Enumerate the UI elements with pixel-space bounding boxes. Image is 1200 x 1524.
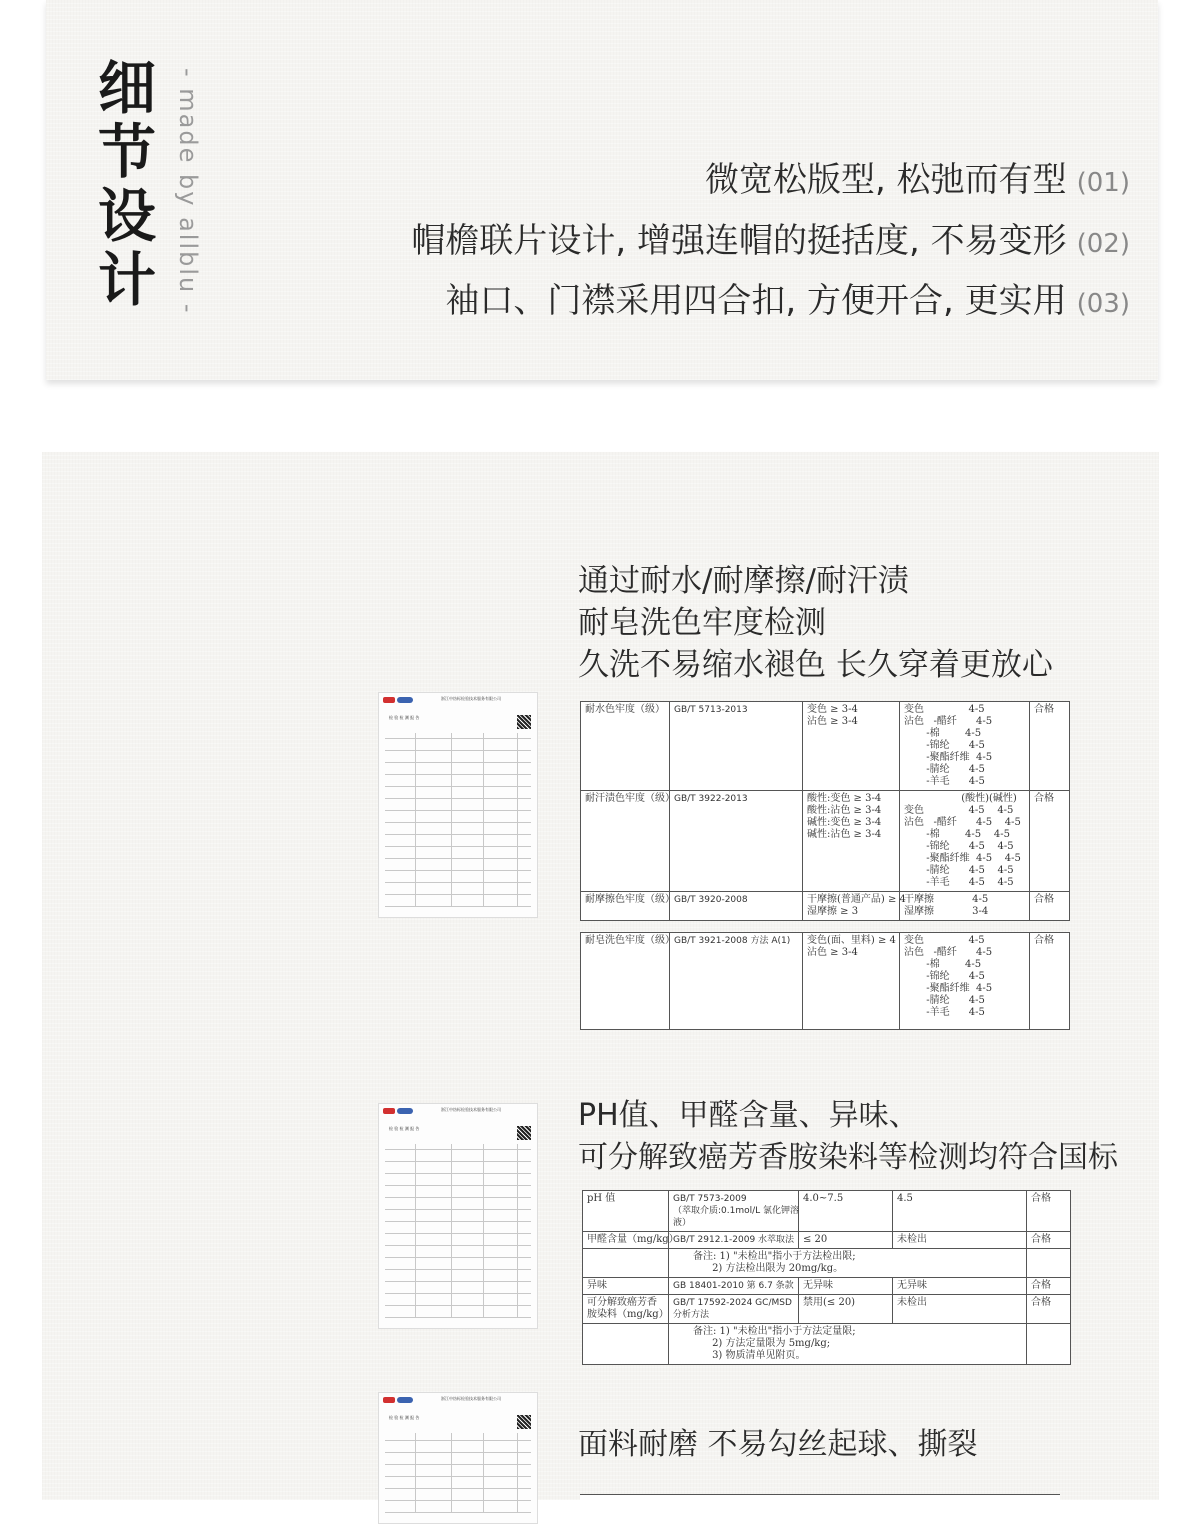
test-item: 异味 xyxy=(583,1278,669,1295)
test-item: 甲醛含量（mg/kg） xyxy=(583,1232,669,1249)
title-char: 计 xyxy=(97,246,156,314)
table-row xyxy=(583,1249,1071,1278)
test-report-thumbnail xyxy=(378,1103,538,1329)
table-row xyxy=(581,892,1070,921)
fastness-table xyxy=(580,701,1070,921)
heading-line: PH值、甲醛含量、异味、 xyxy=(578,1098,919,1133)
made-by-subtitle: - made by allblu - xyxy=(174,68,202,315)
test-verdict: 合格 xyxy=(1030,702,1070,791)
test-report-thumbnail xyxy=(378,692,538,918)
report-company: 浙江中纺标检验技术服务有限公司 xyxy=(441,696,501,701)
cma-logo-icon xyxy=(383,1397,395,1403)
test-report-thumbnail xyxy=(378,1392,538,1524)
report-title: 检 验 检 测 报 告 xyxy=(389,1126,420,1131)
qr-code-icon xyxy=(517,1126,531,1140)
safety-heading xyxy=(578,1095,1118,1179)
test-result: 变色 4-5 沾色 -醋纤 4-5 -棉 4-5 -锦纶 4-5 -聚酯纤维 4-5 -腈纶 4-5 -羊毛 4-5 xyxy=(900,702,1030,791)
report-table-lines xyxy=(385,733,531,907)
fastness-heading xyxy=(578,560,1053,686)
report-table-lines xyxy=(385,1433,531,1513)
heading-line: 通过耐水/耐摩擦/耐汗渍 xyxy=(578,563,909,599)
safety-table xyxy=(582,1190,1071,1365)
table-row xyxy=(583,1324,1071,1365)
section-title-detail-design xyxy=(96,56,158,312)
table-note: 备注: 1) "未检出"指小于方法定量限; 2) 方法定量限为 5mg/kg; 3) 物质清单见附页。 xyxy=(669,1324,1027,1365)
cma-logo-icon xyxy=(383,1108,395,1114)
heading-line: 可分解致癌芳香胺染料等检测均符合国标 xyxy=(578,1140,1118,1175)
feature-number: (03) xyxy=(1076,289,1130,319)
table-row xyxy=(583,1232,1071,1249)
test-verdict xyxy=(1027,1324,1071,1365)
test-standard: GB/T 2912.1-2009 水萃取法 xyxy=(669,1232,799,1249)
test-requirement: 4.0~7.5 xyxy=(799,1191,893,1232)
cma-logo-icon xyxy=(383,697,395,703)
test-result: 未检出 xyxy=(893,1232,1027,1249)
table-row xyxy=(583,1191,1071,1232)
test-item: 耐皂洗色牢度（级） xyxy=(581,933,670,1030)
report-company: 浙江中纺标检验技术服务有限公司 xyxy=(441,1396,501,1401)
abrasion-heading xyxy=(578,1424,978,1466)
test-verdict: 合格 xyxy=(1027,1295,1071,1324)
test-requirement: 酸性:变色 ≥ 3-4 酸性:沾色 ≥ 3-4 碱性:变色 ≥ 3-4 碱性:沾色 ≥ 3-4 xyxy=(803,791,900,892)
test-item: 可分解致癌芳香胺染料（mg/kg） xyxy=(583,1295,669,1324)
table-row xyxy=(583,1278,1071,1295)
title-char: 节 xyxy=(97,118,156,186)
test-item: 耐汗渍色牢度（级） xyxy=(581,791,670,892)
table-note: 备注: 1) "未检出"指小于方法检出限; 2) 方法检出限为 20mg/kg。 xyxy=(669,1249,1027,1278)
test-requirement: 无异味 xyxy=(799,1278,893,1295)
report-table-lines xyxy=(385,1144,531,1318)
heading-line: 久洗不易缩水褪色 长久穿着更放心 xyxy=(578,647,1053,683)
test-verdict: 合格 xyxy=(1027,1278,1071,1295)
test-result: (酸性)(碱性) 变色 4-5 4-5 沾色 -醋纤 4-5 4-5 -棉 4-5 4-5 -锦纶 4-5 4-5 -聚酯纤维 4-5 4-5 -腈纶 4-5 4-5 -羊毛 4-5 4-5 xyxy=(900,791,1030,892)
qr-code-icon xyxy=(517,1415,531,1429)
title-char: 细 xyxy=(97,54,156,122)
feature-number: (02) xyxy=(1076,229,1130,259)
test-standard: GB/T 3920-2008 xyxy=(670,892,803,921)
test-verdict: 合格 xyxy=(1030,933,1070,1030)
test-result: 干摩擦 4-5 湿摩擦 3-4 xyxy=(900,892,1030,921)
test-item: 耐水色牢度（级） xyxy=(581,702,670,791)
feature-02 xyxy=(411,213,1130,262)
soap-fastness-table xyxy=(580,932,1070,1030)
title-char: 设 xyxy=(97,182,156,250)
test-verdict: 合格 xyxy=(1027,1191,1071,1232)
feature-03 xyxy=(445,273,1130,322)
qr-code-icon xyxy=(517,715,531,729)
test-requirement: 干摩擦(普通产品) ≥ 4 湿摩擦 ≥ 3 xyxy=(803,892,900,921)
test-requirement: 变色 ≥ 3-4 沾色 ≥ 3-4 xyxy=(803,702,900,791)
heading-line: 耐皂洗色牢度检测 xyxy=(578,605,826,641)
cnas-logo-icon xyxy=(397,1397,413,1403)
feature-number: (01) xyxy=(1076,168,1130,198)
test-verdict xyxy=(1027,1249,1071,1278)
table-row xyxy=(583,1295,1071,1324)
test-requirement: 变色(面、里料) ≥ 4 沾色 ≥ 3-4 xyxy=(803,933,900,1030)
test-verdict: 合格 xyxy=(1030,892,1070,921)
test-item xyxy=(583,1324,669,1365)
test-standard: GB/T 7573-2009 （萃取介质:0.1mol/L 氯化钾溶 液） xyxy=(669,1191,799,1232)
report-company: 浙江中纺标检验技术服务有限公司 xyxy=(441,1107,501,1112)
test-verdict: 合格 xyxy=(1030,791,1070,892)
feature-text: 微宽松版型, 松弛而有型 xyxy=(705,160,1067,200)
table-row xyxy=(581,933,1070,1030)
test-result: 无异味 xyxy=(893,1278,1027,1295)
heading-line: 面料耐磨 不易勾丝起球、撕裂 xyxy=(578,1427,978,1462)
test-requirement: ≤ 20 xyxy=(799,1232,893,1249)
test-item: pH 值 xyxy=(583,1191,669,1232)
test-standard: GB/T 3922-2013 xyxy=(670,791,803,892)
test-verdict: 合格 xyxy=(1027,1232,1071,1249)
report-title: 检 验 检 测 报 告 xyxy=(389,1415,420,1420)
test-requirement: 禁用(≤ 20) xyxy=(799,1295,893,1324)
table-row xyxy=(581,702,1070,791)
table-row xyxy=(581,791,1070,892)
test-standard: GB/T 17592-2024 GC/MSD 分析方法 xyxy=(669,1295,799,1324)
test-item: 耐摩擦色牢度（级） xyxy=(581,892,670,921)
test-standard: GB/T 3921-2008 方法 A(1) xyxy=(670,933,803,1030)
test-standard: GB 18401-2010 第 6.7 条款 xyxy=(669,1278,799,1295)
test-result: 4.5 xyxy=(893,1191,1027,1232)
test-standard: GB/T 5713-2013 xyxy=(670,702,803,791)
feature-01 xyxy=(705,152,1130,201)
report-title: 检 验 检 测 报 告 xyxy=(389,715,420,720)
feature-text: 袖口、门襟采用四合扣, 方便开合, 更实用 xyxy=(445,281,1067,321)
test-item xyxy=(583,1249,669,1278)
cnas-logo-icon xyxy=(397,697,413,703)
test-result: 未检出 xyxy=(893,1295,1027,1324)
test-result: 变色 4-5 沾色 -醋纤 4-5 -棉 4-5 -锦纶 4-5 -聚酯纤维 4-5 -腈纶 4-5 -羊毛 4-5 xyxy=(900,933,1030,1030)
cnas-logo-icon xyxy=(397,1108,413,1114)
feature-text: 帽檐联片设计, 增强连帽的挺括度, 不易变形 xyxy=(411,221,1067,261)
